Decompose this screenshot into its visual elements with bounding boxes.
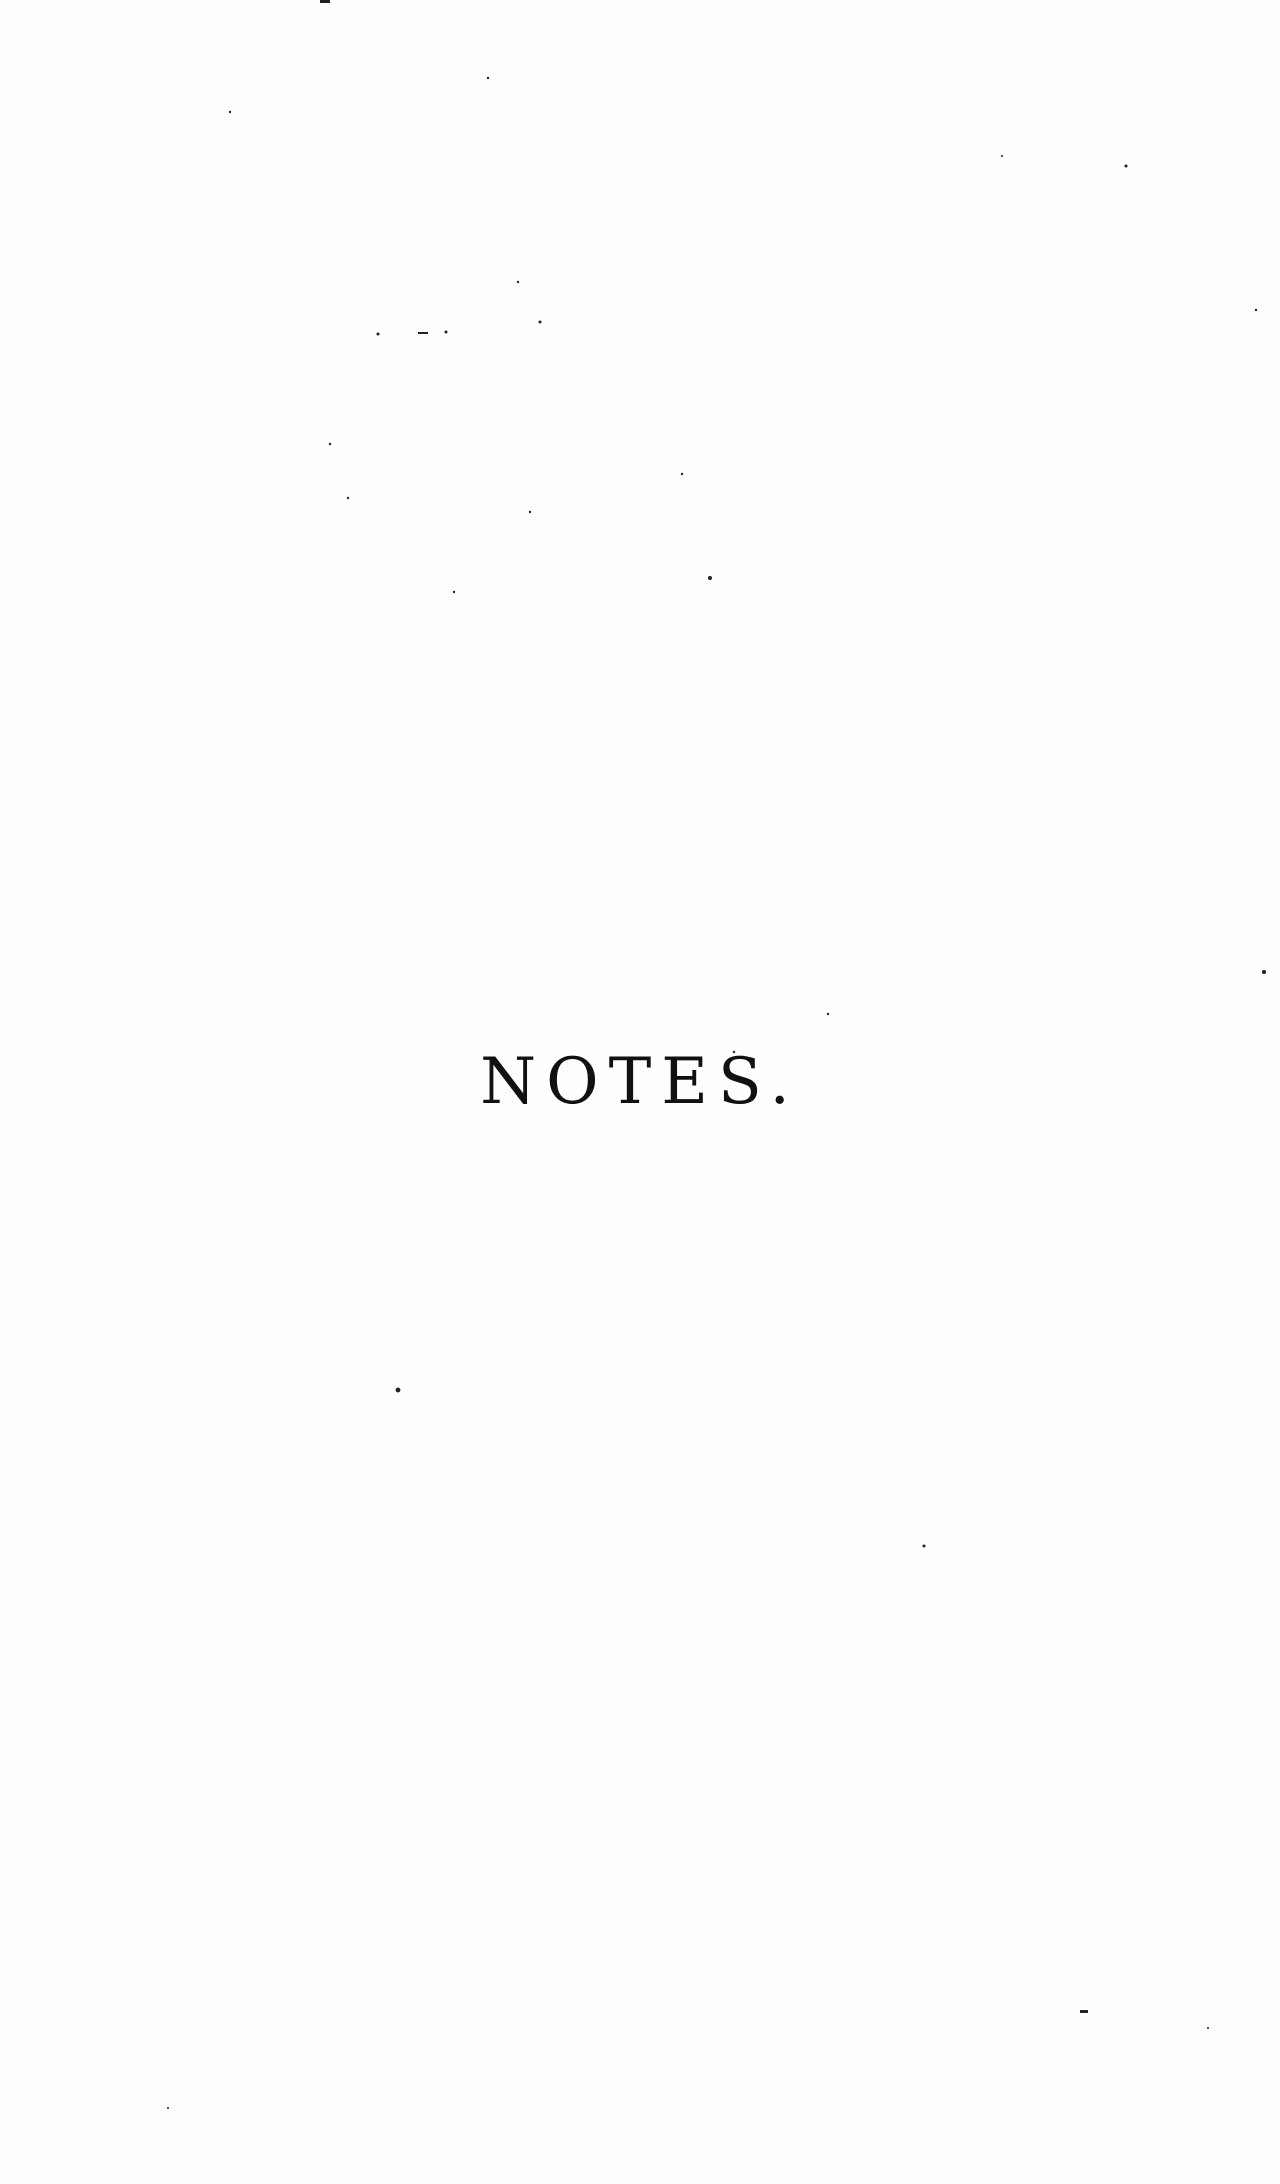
speck <box>1001 155 1003 157</box>
speck <box>418 332 428 334</box>
speck <box>517 281 519 283</box>
speck <box>681 473 683 475</box>
page-title: NOTES. <box>480 1045 800 1119</box>
speck <box>445 331 448 334</box>
speck <box>1255 309 1257 311</box>
speck <box>827 1013 829 1015</box>
speck <box>453 591 455 593</box>
speck <box>923 1545 926 1548</box>
speck <box>529 511 531 513</box>
speck <box>487 77 489 79</box>
speck <box>1207 2027 1209 2029</box>
speck <box>329 443 331 445</box>
speck <box>708 576 712 580</box>
speck <box>1080 2010 1088 2013</box>
speck <box>539 321 542 324</box>
speck <box>377 333 380 336</box>
speck <box>320 0 330 3</box>
speck <box>167 2107 169 2109</box>
speck <box>347 497 349 499</box>
speck <box>1262 970 1266 974</box>
speck <box>1125 165 1128 168</box>
speck <box>229 111 231 113</box>
speck <box>396 1388 401 1393</box>
